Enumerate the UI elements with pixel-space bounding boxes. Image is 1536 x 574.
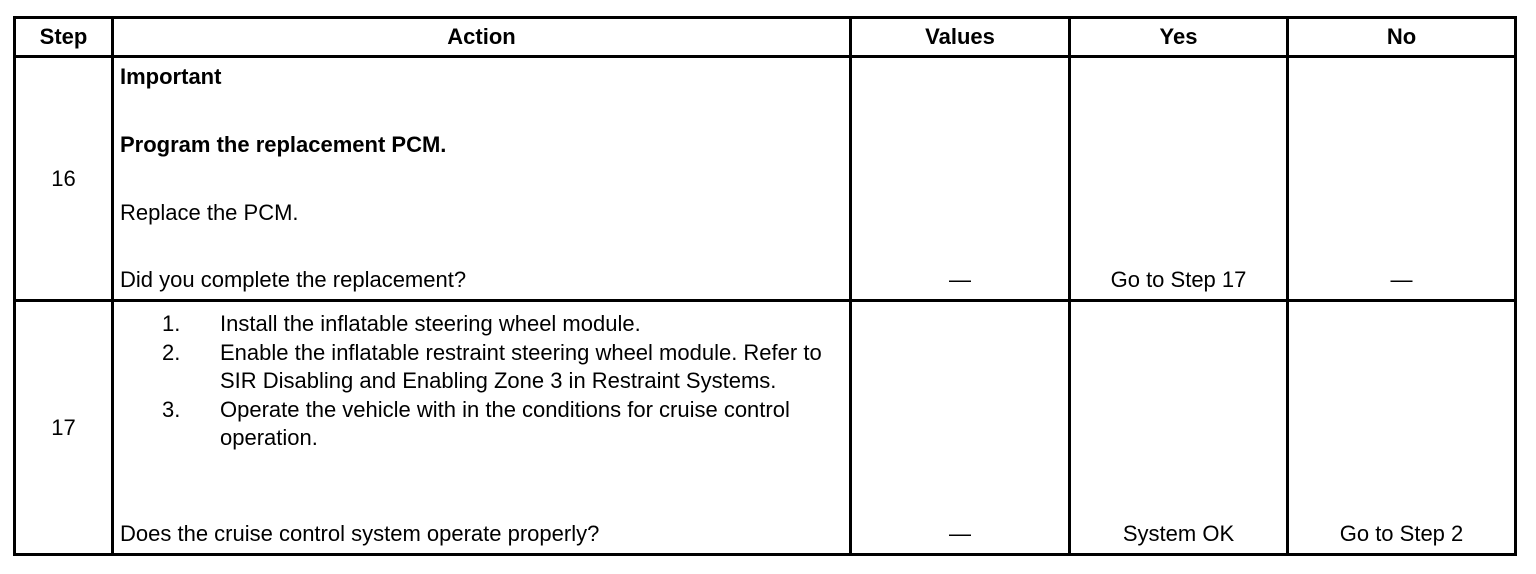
- step-number: 17: [16, 302, 114, 553]
- step-number: 16: [16, 58, 114, 302]
- diagnostic-table: [13, 16, 1517, 556]
- list-number: 1.: [162, 311, 181, 336]
- header-action: Action: [114, 19, 852, 58]
- list-item: [162, 310, 852, 339]
- no-cell: —: [1289, 58, 1514, 302]
- header-step: Step: [16, 19, 114, 58]
- list-item: [162, 339, 852, 396]
- replace-text: Replace the PCM.: [120, 200, 299, 225]
- question-text: Did you complete the replacement?: [120, 267, 467, 292]
- yes-cell: Go to Step 17: [1071, 58, 1289, 302]
- action-cell: [114, 302, 852, 553]
- instruction-text: Program the replacement PCM.: [120, 132, 447, 157]
- header-values: Values: [852, 19, 1071, 58]
- header-no: No: [1289, 19, 1514, 58]
- question-text: Does the cruise control system operate properly?: [120, 521, 600, 546]
- list-text: Operate the vehicle with in the conditions for cruise control operation.: [220, 396, 790, 450]
- numbered-list: [162, 310, 852, 453]
- header-yes: Yes: [1071, 19, 1289, 58]
- list-number: 2.: [162, 339, 181, 365]
- list-number: 3.: [162, 396, 181, 422]
- important-label: Important: [120, 64, 222, 89]
- no-cell: Go to Step 2: [1339, 521, 1464, 546]
- list-item: [162, 396, 852, 453]
- action-cell: [114, 58, 852, 302]
- yes-cell: System OK: [1071, 302, 1289, 553]
- list-text: Enable the inflatable restraint steering wheel module. Refer to SIR Disabling and Enabling Zone 3 in Restraint Systems.: [220, 339, 822, 393]
- values-cell: —: [852, 58, 1071, 302]
- list-text: Install the inflatable steering wheel module.: [220, 311, 641, 336]
- values-cell: —: [852, 302, 1071, 553]
